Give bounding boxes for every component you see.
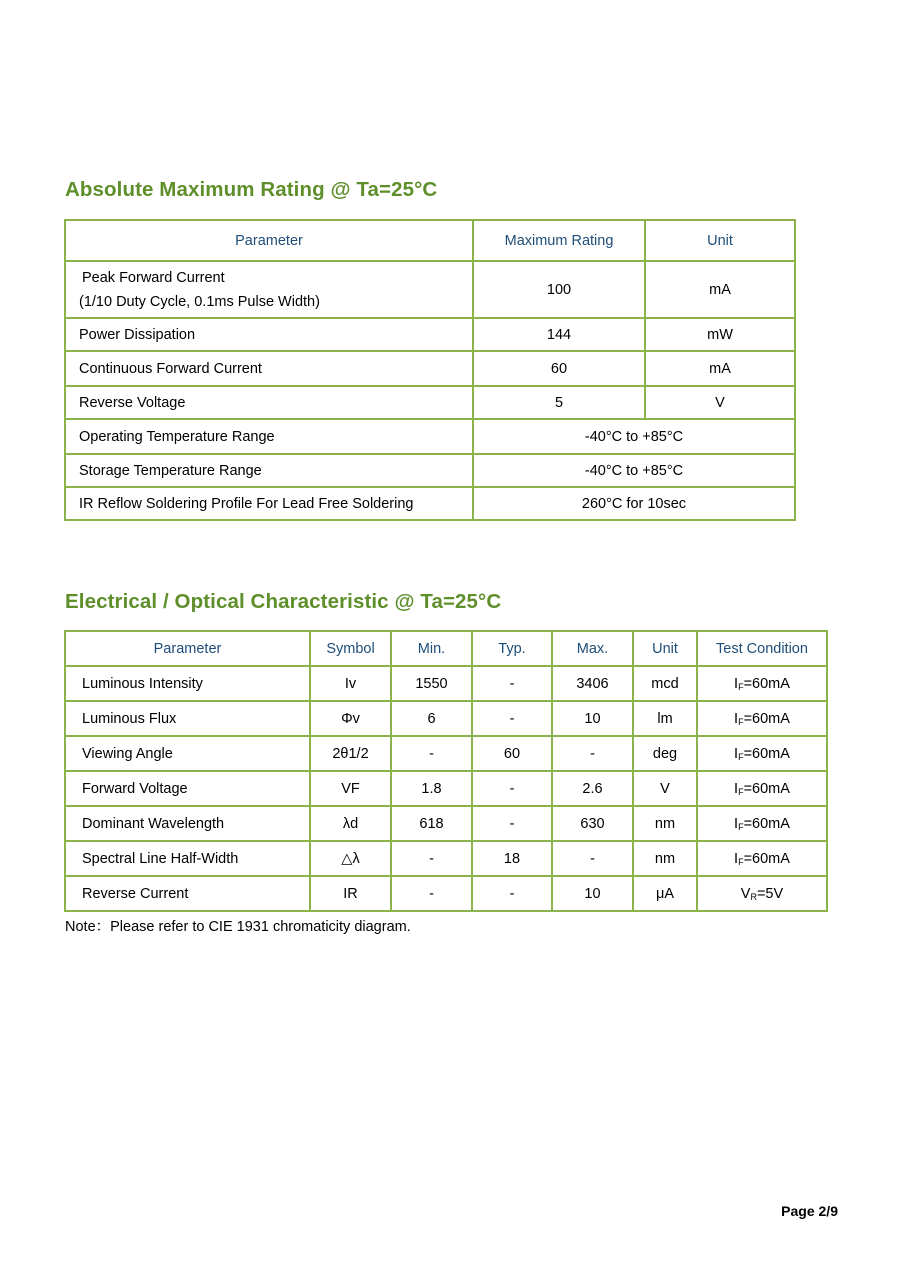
amr-row [65,318,795,351]
eoc-row [65,806,827,841]
eoc-typ: - [472,666,552,701]
amr-param: Power Dissipation [65,318,473,351]
eoc-unit: nm [633,841,697,876]
eoc-max: - [552,736,633,771]
eoc-header-typ: Typ. [472,631,552,666]
eoc-min: 1550 [391,666,472,701]
amr-header-row [65,220,795,261]
eoc-row [65,736,827,771]
eoc-max: 630 [552,806,633,841]
amr-value: 60 [473,351,645,386]
eoc-param: Dominant Wavelength [65,806,310,841]
amr-param: Continuous Forward Current [65,351,473,386]
eoc-typ: 60 [472,736,552,771]
eoc-row [65,876,827,911]
eoc-param: Viewing Angle [65,736,310,771]
eoc-test-condition: $I_F=60mA$ [697,771,827,806]
eoc-symbol: Iv [310,666,391,701]
amr-table [64,219,796,521]
eoc-test-condition: $V_R=5V$ [697,876,827,911]
eoc-test-condition: $I_F=60mA$ [697,841,827,876]
eoc-min: 618 [391,806,472,841]
eoc-min: - [391,736,472,771]
amr-param: Reverse Voltage [65,386,473,419]
amr-row [65,351,795,386]
amr-value: -40°C to +85°C [473,419,795,454]
page-number: Page 2/9 [781,1203,838,1219]
eoc-test-condition: $I_F=60mA$ [697,806,827,841]
eoc-min: - [391,876,472,911]
amr-value: 144 [473,318,645,351]
eoc-param: Reverse Current [65,876,310,911]
eoc-typ: - [472,806,552,841]
amr-header-unit: Unit [645,220,795,261]
eoc-header-test-condition: Test Condition [697,631,827,666]
eoc-test-condition: $I_F=60mA$ [697,736,827,771]
eoc-unit: V [633,771,697,806]
eoc-typ: - [472,771,552,806]
amr-param: Storage Temperature Range [65,454,473,487]
eoc-unit: nm [633,806,697,841]
eoc-header-unit: Unit [633,631,697,666]
eoc-max: 10 [552,701,633,736]
amr-unit: mA [645,351,795,386]
eoc-min: 6 [391,701,472,736]
amr-header-max-rating: Maximum Rating [473,220,645,261]
eoc-symbol: λd [310,806,391,841]
eoc-param: Forward Voltage [65,771,310,806]
eoc-unit: lm [633,701,697,736]
eoc-symbol: Φv [310,701,391,736]
eoc-test-condition: $I_F=60mA$ [697,666,827,701]
amr-section-title: Absolute Maximum Rating @ Ta=25°C [65,178,438,201]
eoc-max: 2.6 [552,771,633,806]
eoc-typ: 18 [472,841,552,876]
eoc-min: - [391,841,472,876]
amr-param: Operating Temperature Range [65,419,473,454]
amr-header-parameter: Parameter [65,220,473,261]
eoc-symbol: 2θ1/2 [310,736,391,771]
eoc-header-max: Max. [552,631,633,666]
eoc-row [65,771,827,806]
eoc-section-title: Electrical / Optical Characteristic @ Ta=25°C [65,590,502,613]
eoc-param: Spectral Line Half-Width [65,841,310,876]
eoc-row [65,841,827,876]
amr-unit: mA [645,261,795,318]
eoc-typ: - [472,701,552,736]
chromaticity-note: Note：Please refer to CIE 1931 chromaticity diagram. [65,919,411,935]
eoc-max: - [552,841,633,876]
amr-value: -40°C to +85°C [473,454,795,487]
eoc-symbol: △λ [310,841,391,876]
eoc-symbol: IR [310,876,391,911]
amr-param-line2: (1/10 Duty Cycle, 0.1ms Pulse Width) [79,293,320,310]
eoc-unit: deg [633,736,697,771]
eoc-unit: mcd [633,666,697,701]
amr-value: 100 [473,261,645,318]
eoc-header-row [65,631,827,666]
amr-row [65,261,795,318]
amr-value: 5 [473,386,645,419]
amr-value: 260°C for 10sec [473,487,795,520]
amr-unit: V [645,386,795,419]
eoc-min: 1.8 [391,771,472,806]
amr-param-cell [65,261,473,318]
eoc-max: 10 [552,876,633,911]
amr-param-line1: Peak Forward Current [82,269,225,286]
amr-row [65,386,795,419]
eoc-header-min: Min. [391,631,472,666]
amr-row [65,454,795,487]
eoc-row [65,701,827,736]
eoc-unit: μA [633,876,697,911]
eoc-header-symbol: Symbol [310,631,391,666]
eoc-symbol: VF [310,771,391,806]
eoc-table [64,630,828,912]
eoc-test-condition: $I_F=60mA$ [697,701,827,736]
amr-unit: mW [645,318,795,351]
eoc-param: Luminous Intensity [65,666,310,701]
amr-param: IR Reflow Soldering Profile For Lead Free Soldering [65,487,473,520]
amr-row [65,419,795,454]
eoc-typ: - [472,876,552,911]
eoc-header-parameter: Parameter [65,631,310,666]
eoc-max: 3406 [552,666,633,701]
eoc-param: Luminous Flux [65,701,310,736]
amr-row [65,487,795,520]
eoc-row [65,666,827,701]
